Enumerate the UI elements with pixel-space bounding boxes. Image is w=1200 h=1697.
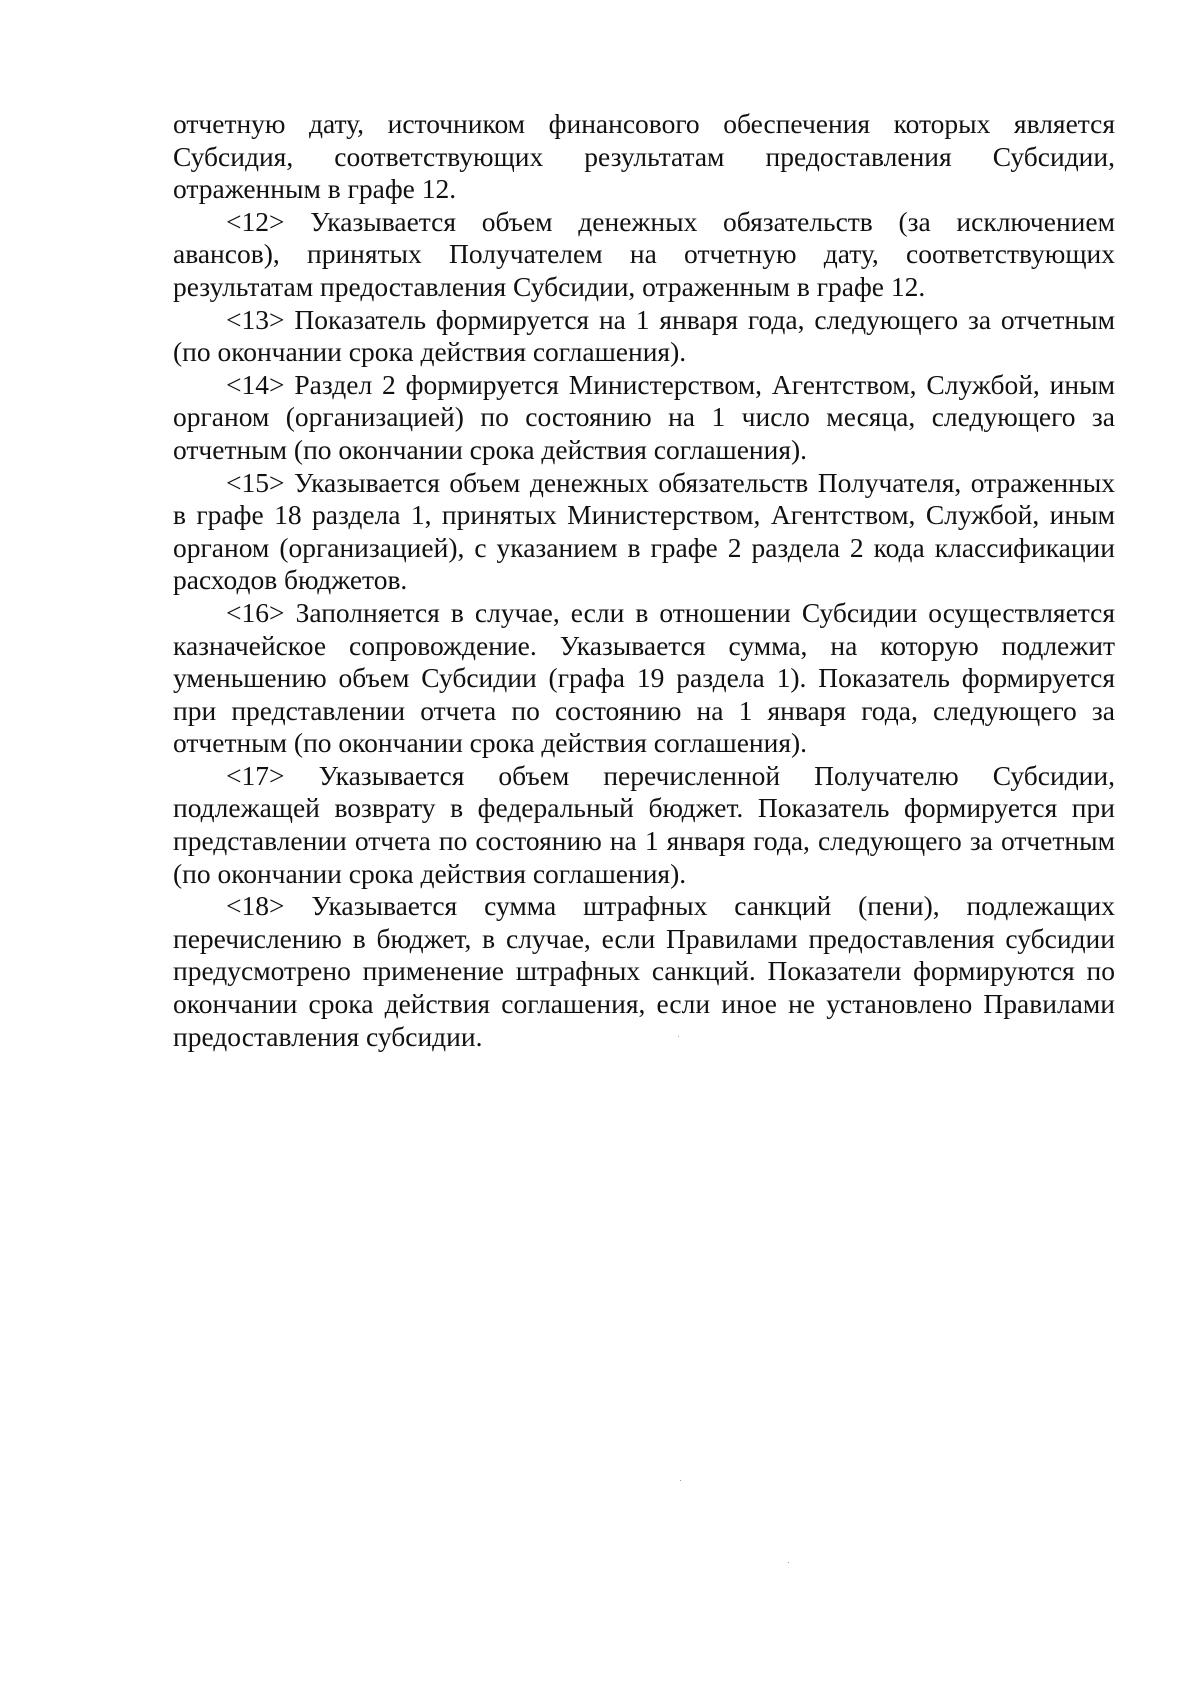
footnote-18: <18> Указывается сумма штрафных санкций (пени), подлежащих перечислению в бюджет, в случае, если Правилами предоставления субсидии предусмотрено применение штрафных санкций. Показатели формируются по окончании срока действия соглашения, если иное не установлено Правилами предоставления субсидии. — [173, 890, 1115, 1052]
footnote-15: <15> Указывается объем денежных обязательств Получателя, отраженных в графе 18 раздела 1, принятых Министерством, Агентством, Службой, иным органом (организацией), с указанием в графе 2 раздела 2 кода классификации расходов бюджетов. — [173, 466, 1115, 596]
paragraph-continuation: отчетную дату, источником финансового обеспечения которых является Субсидия, соответствующих результатам предоставления Субсидии, отраженным в графе 12. — [173, 108, 1115, 205]
footnote-14: <14> Раздел 2 формируется Министерством, Агентством, Службой, иным органом (организацией) по состоянию на 1 число месяца, следующего за отчетным (по окончании срока действия соглашения). — [173, 368, 1115, 465]
footnote-16: <16> Заполняется в случае, если в отношении Субсидии осуществляется казначейское сопровождение. Указывается сумма, на которую подлежит уменьшению объем Субсидии (графа 19 раздела 1). Показатель формируется при представлении отчета по состоянию на 1 января года, следующего за отчетным (по окончании срока действия соглашения). — [173, 596, 1115, 759]
scan-speck — [678, 1036, 679, 1037]
footnote-17: <17> Указывается объем перечисленной Получателю Субсидии, подлежащей возврату в федеральный бюджет. Показатель формируется при представлении отчета по состоянию на 1 января года, следующего за отчетным (по окончании срока действия соглашения). — [173, 759, 1115, 889]
scan-speck — [680, 1480, 681, 1481]
document-body — [173, 108, 1115, 1053]
footnote-12: <12> Указывается объем денежных обязательств (за исключением авансов), принятых Получателем на отчетную дату, соответствующих результатам предоставления Субсидии, отраженным в графе 12. — [173, 205, 1115, 302]
scan-speck — [788, 1562, 789, 1563]
footnote-13: <13> Показатель формируется на 1 января года, следующего за отчетным (по окончании срока действия соглашения). — [173, 303, 1115, 368]
